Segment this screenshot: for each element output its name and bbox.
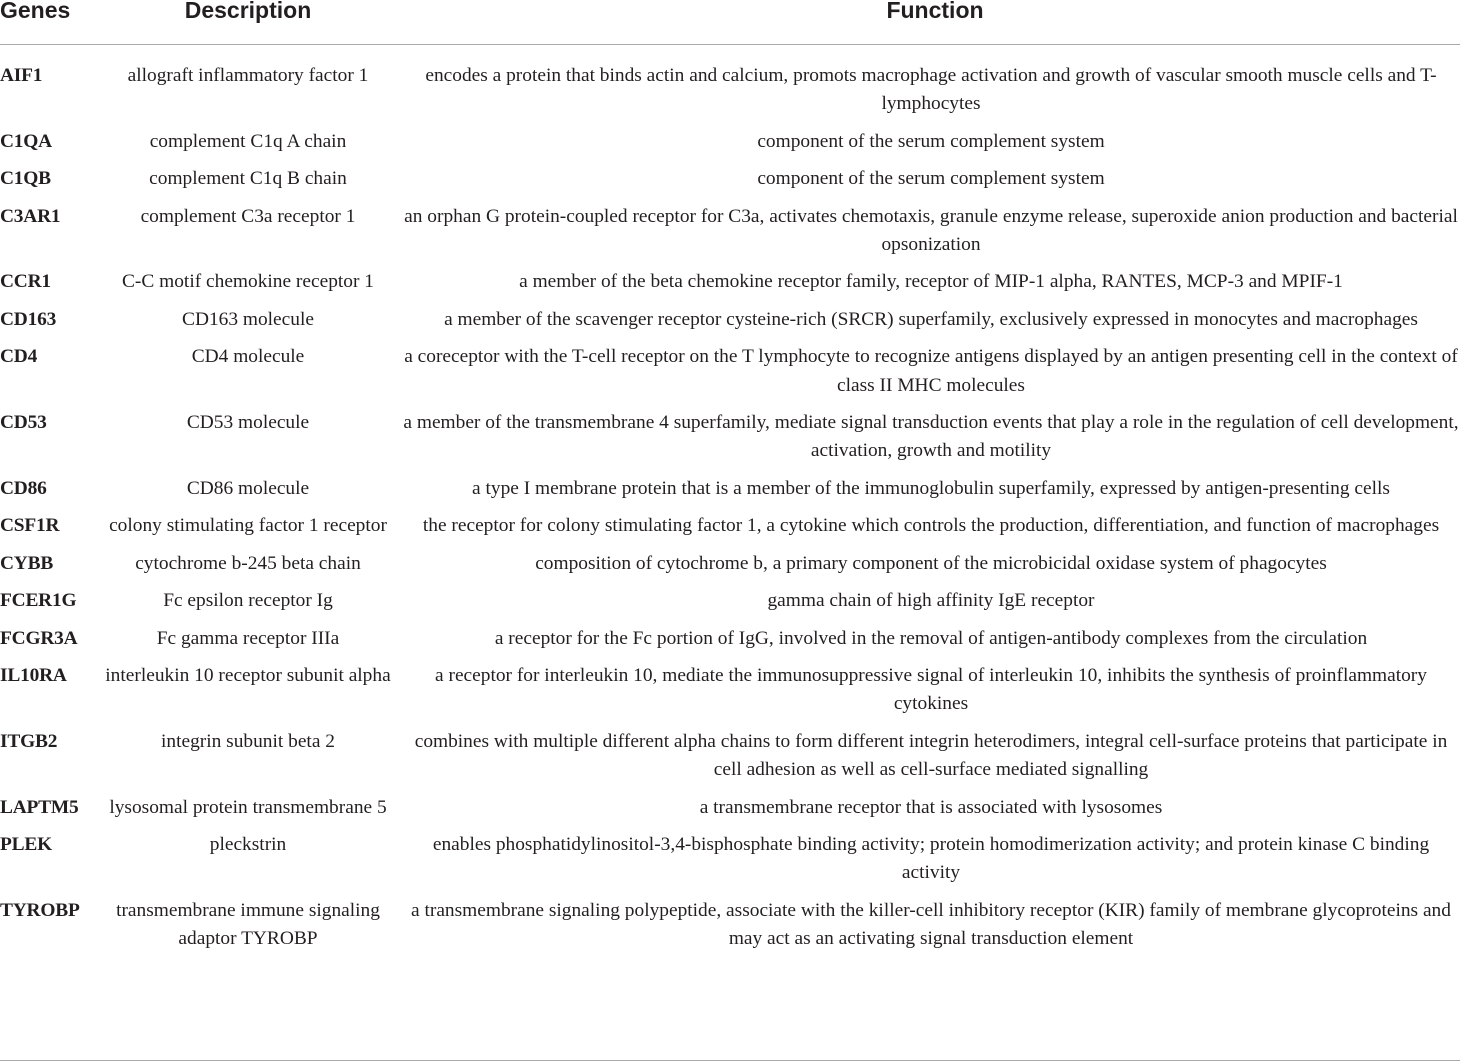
description-cell: CD86 molecule	[186, 477, 310, 499]
table-row	[0, 625, 1460, 653]
description-cell: lysosomal protein transmembrane 5	[109, 796, 387, 818]
table-row	[0, 343, 1460, 400]
gene-cell: CCR1	[0, 271, 51, 293]
function-cell: component of the serum complement system	[757, 130, 1105, 152]
gene-cell: TYROBP	[0, 899, 80, 921]
gene-cell: FCER1G	[0, 590, 77, 612]
table-row	[0, 794, 1460, 822]
function-cell: the receptor for colony stimulating factor 1, a cytokine which controls the production, differentiation, and function of macrophages	[422, 515, 1440, 537]
description-cell: integrin subunit beta 2	[161, 730, 335, 752]
table-row	[0, 268, 1460, 296]
table-row	[0, 62, 1460, 119]
table-row	[0, 897, 1460, 954]
gene-cell: PLEK	[0, 833, 52, 855]
table-row	[0, 128, 1460, 156]
header-description: Description	[184, 0, 312, 23]
description-cell: interleukin 10 receptor subunit alpha	[105, 664, 391, 686]
table-row	[0, 831, 1460, 888]
function-cell: a receptor for interleukin 10, mediate the immunosuppressive signal of interleukin 10, inhibits the synthesis of proinflammatory cytokines	[435, 664, 1427, 715]
gene-cell: ITGB2	[0, 730, 58, 752]
function-cell: encodes a protein that binds actin and calcium, promots macrophage activation and growth of vascular smooth muscle cells and T-lymphocytes	[425, 65, 1437, 115]
table-row	[0, 409, 1460, 466]
gene-cell: C1QB	[0, 168, 51, 190]
gene-cell: CD86	[0, 477, 47, 499]
function-cell: enables phosphatidylinositol-3,4-bisphosphate binding activity; protein homodimerization activity; and protein kinase C binding activity	[432, 833, 1430, 884]
description-cell: Fc gamma receptor IIIa	[156, 627, 340, 649]
table-row	[0, 203, 1460, 260]
function-cell: a coreceptor with the T-cell receptor on the T lymphocyte to recognize antigens displayed by an antigen presenting cell in the context of class II MHC molecules	[404, 346, 1458, 396]
table-row	[0, 550, 1460, 578]
gene-cell: CD53	[0, 412, 47, 434]
table-body	[0, 62, 1460, 963]
description-cell: C-C motif chemokine receptor 1	[121, 271, 374, 293]
description-cell: pleckstrin	[209, 833, 287, 855]
description-cell: complement C3a receptor 1	[140, 205, 356, 227]
function-cell: gamma chain of high affinity IgE receptor	[767, 590, 1095, 612]
gene-cell: CYBB	[0, 552, 54, 574]
description-cell: CD53 molecule	[186, 412, 310, 434]
table-row	[0, 306, 1460, 334]
header-genes: Genes	[0, 0, 71, 23]
gene-cell: CD163	[0, 308, 57, 330]
function-cell: a transmembrane signaling polypeptide, associate with the killer-cell inhibitory receptor (KIR) family of membrane glycoproteins and may act as an activating signal transduction element	[411, 899, 1451, 950]
table-row	[0, 165, 1460, 193]
table-row	[0, 728, 1460, 785]
table-row	[0, 662, 1460, 719]
description-cell: allograft inflammatory factor 1	[127, 65, 369, 86]
description-cell: cytochrome b-245 beta chain	[135, 552, 361, 574]
header-function: Function	[886, 0, 984, 23]
function-cell: an orphan G protein-coupled receptor for C3a, activates chemotaxis, granule enzyme release, superoxide anion production and bacterial opsonization	[404, 205, 1458, 256]
function-cell: composition of cytochrome b, a primary component of the microbicidal oxidase system of phagocytes	[535, 552, 1327, 574]
function-cell: a member of the beta chemokine receptor family, receptor of MIP-1 alpha, RANTES, MCP-3 and MPIF-1	[519, 271, 1343, 293]
gene-cell: LAPTM5	[0, 796, 79, 818]
description-cell: CD163 molecule	[182, 308, 314, 330]
gene-cell: C1QA	[0, 130, 52, 152]
function-cell: a type I membrane protein that is a member of the immunoglobulin superfamily, expressed by antigen-presenting cells	[472, 477, 1390, 499]
table-row	[0, 512, 1460, 540]
function-cell: a transmembrane receptor that is associated with lysosomes	[699, 796, 1163, 818]
table-bottom-rule	[0, 1060, 1460, 1061]
table-header	[0, 0, 1460, 44]
function-cell: a receptor for the Fc portion of IgG, involved in the removal of antigen-antibody complexes from the circulation	[494, 627, 1368, 649]
gene-cell: C3AR1	[0, 205, 61, 227]
gene-cell: CD4	[0, 346, 38, 368]
description-cell: CD4 molecule	[191, 346, 305, 368]
header-divider	[0, 44, 1460, 45]
table-row	[0, 475, 1460, 503]
function-cell: component of the serum complement system	[757, 168, 1105, 190]
description-cell: transmembrane immune signaling adaptor TYROBP	[116, 899, 380, 950]
description-cell: Fc epsilon receptor Ig	[163, 590, 333, 612]
description-cell: complement C1q B chain	[149, 168, 347, 190]
function-cell: a member of the scavenger receptor cysteine-rich (SRCR) superfamily, exclusively expressed in monocytes and macrophages	[444, 308, 1418, 330]
function-cell: a member of the transmembrane 4 superfamily, mediate signal transduction events that play a role in the regulation of cell development, activation, growth and motility	[403, 412, 1459, 462]
gene-cell: FCGR3A	[0, 627, 78, 649]
gene-cell: AIF1	[0, 65, 43, 86]
gene-cell: IL10RA	[0, 664, 67, 686]
description-cell: complement C1q A chain	[149, 130, 347, 152]
function-cell: combines with multiple different alpha chains to form different integrin heterodimers, integral cell-surface proteins that participate in cell adhesion as well as cell-surface mediated signalling	[414, 730, 1448, 781]
table-row	[0, 587, 1460, 615]
gene-cell: CSF1R	[0, 515, 60, 537]
description-cell: colony stimulating factor 1 receptor	[109, 515, 387, 537]
